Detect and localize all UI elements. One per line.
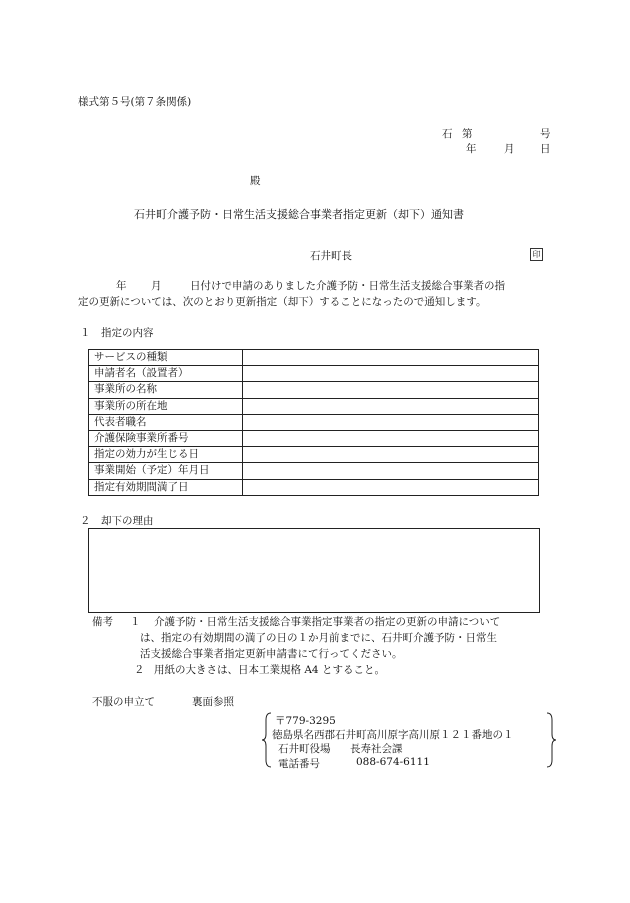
postal-code: 〒779-3295 xyxy=(275,715,336,727)
section-1-heading: １ 指定の内容 xyxy=(80,327,154,339)
date-day: 日 xyxy=(540,143,551,155)
row-value xyxy=(243,398,539,414)
phone-number: 088-674-6111 xyxy=(356,756,430,768)
doc-number-prefix: 石 xyxy=(442,128,453,140)
department-name: 長寿社会課 xyxy=(350,743,403,755)
date-month: 月 xyxy=(504,143,515,155)
note-1-line-2: は、指定の有効期間の満了の日の１か月前までに、石井町介護予防・日常生 xyxy=(140,632,497,644)
row-value xyxy=(243,414,539,430)
note-2-number: ２ xyxy=(134,664,145,676)
note-2-line: 用紙の大きさは、日本工業規格 A4 とすること。 xyxy=(154,664,385,676)
notes-label: 備考 xyxy=(92,616,113,628)
date-year: 年 xyxy=(466,143,477,155)
note-1-line-3: 活支援総合事業者指定更新申請書にて行ってください。 xyxy=(140,648,403,660)
note-1-number: １ xyxy=(130,616,141,628)
table-row xyxy=(89,366,539,382)
designation-table xyxy=(88,349,539,496)
table-row xyxy=(89,414,539,430)
table-row xyxy=(89,350,539,366)
left-brace xyxy=(262,712,272,768)
table-row xyxy=(89,447,539,463)
table-row xyxy=(89,398,539,414)
doc-number-dai: 第 xyxy=(462,128,473,140)
phone-label: 電話番号 xyxy=(278,758,320,770)
body-line-1: 日付けで申請のありました介護予防・日常生活支援総合事業者の指 xyxy=(190,280,505,292)
row-label: 申請者名（設置者） xyxy=(89,366,243,382)
row-label: 事業開始（予定）年月日 xyxy=(89,463,243,479)
right-brace xyxy=(546,712,556,768)
row-value xyxy=(243,463,539,479)
table-row xyxy=(89,463,539,479)
row-label: 事業所の名称 xyxy=(89,382,243,398)
rejection-reason-box xyxy=(88,528,540,613)
row-label: 事業所の所在地 xyxy=(89,398,243,414)
row-value xyxy=(243,350,539,366)
row-value xyxy=(243,447,539,463)
body-month: 月 xyxy=(151,280,162,292)
form-number: 様式第５号(第７条関係) xyxy=(78,96,192,108)
doc-number-go: 号 xyxy=(540,128,551,140)
row-label: サービスの種類 xyxy=(89,350,243,366)
seal-stamp: 印 xyxy=(530,248,543,261)
row-label: 指定有効期間満了日 xyxy=(89,479,243,495)
row-value xyxy=(243,430,539,446)
table-row xyxy=(89,382,539,398)
section-2-heading: ２ 却下の理由 xyxy=(80,515,154,527)
body-year: 年 xyxy=(116,280,127,292)
recipient-suffix: 殿 xyxy=(250,175,261,187)
address: 徳島県名西郡石井町高川原字高川原１２１番地の１ xyxy=(272,729,514,741)
appeal-reference: 裏面参照 xyxy=(192,696,234,708)
row-value xyxy=(243,479,539,495)
table-row xyxy=(89,479,539,495)
issuer: 石井町長 xyxy=(310,250,352,262)
appeal-label: 不服の申立て xyxy=(92,696,155,708)
document-title: 石井町介護予防・日常生活支援総合事業者指定更新（却下）通知書 xyxy=(134,208,464,221)
row-value xyxy=(243,382,539,398)
body-line-2: 定の更新については、次のとおり更新指定（却下）することになったので通知します。 xyxy=(78,296,487,308)
note-1-line-1: 介護予防・日常生活支援総合事業指定事業者の指定の更新の申請について xyxy=(154,616,501,628)
table-row xyxy=(89,430,539,446)
row-label: 指定の効力が生じる日 xyxy=(89,447,243,463)
row-value xyxy=(243,366,539,382)
office-name: 石井町役場 xyxy=(278,743,331,755)
row-label: 代表者職名 xyxy=(89,414,243,430)
row-label: 介護保険事業所番号 xyxy=(89,430,243,446)
